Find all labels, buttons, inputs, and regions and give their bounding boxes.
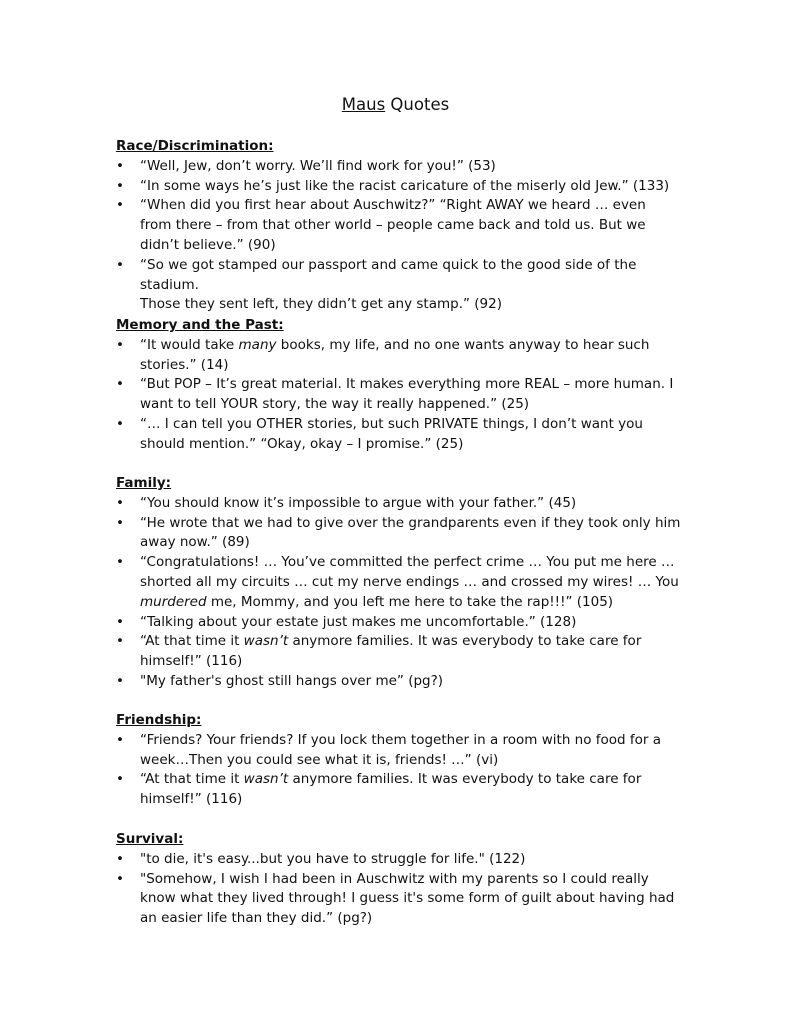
section-race-discrimination bbox=[116, 137, 696, 315]
quote-list bbox=[116, 336, 696, 455]
quote-text: didn’t believe.” (90) bbox=[140, 236, 276, 253]
quote-text: Those they sent left, they didn’t get any stamp.” (92) bbox=[140, 296, 502, 313]
quote-text: know what they lived through! I guess it's some form of guilt about having had bbox=[140, 890, 675, 907]
quote-emphasis: wasn’t bbox=[243, 633, 289, 650]
quote-item bbox=[116, 196, 696, 255]
quote-item bbox=[116, 494, 696, 514]
quote-item bbox=[116, 256, 696, 315]
title-rest: Quotes bbox=[385, 95, 450, 114]
section-friendship bbox=[116, 711, 696, 810]
quote-item bbox=[116, 770, 696, 810]
quote-text: “At that time it bbox=[140, 771, 244, 788]
quote-item bbox=[116, 375, 696, 415]
quote-text: “In some ways he’s just like the racist caricature of the miserly old Jew.” (133) bbox=[140, 177, 670, 194]
quote-text: me, Mommy, and you left me here to take the rap!!!” (105) bbox=[206, 593, 614, 610]
quote-text: “Talking about your estate just makes me uncomfortable.” (128) bbox=[140, 613, 577, 630]
section-survival bbox=[116, 830, 696, 929]
quote-item bbox=[116, 157, 696, 177]
section-heading: Survival: bbox=[116, 831, 184, 847]
quote-text: "Somehow, I wish I had been in Auschwitz with my parents so I could really bbox=[140, 870, 649, 887]
quote-text: shorted all my circuits … cut my nerve endings … and crossed my wires! … You bbox=[140, 573, 679, 590]
quote-text: “But POP – It’s great material. It makes everything more REAL – more human. I bbox=[140, 376, 674, 393]
quote-text: anymore families. It was everybody to take care for bbox=[288, 633, 642, 650]
quote-text: “Friends? Your friends? If you lock them together in a room with no food for a bbox=[140, 731, 662, 748]
quote-text: should mention.” “Okay, okay – I promise.” (25) bbox=[140, 435, 464, 452]
quote-item bbox=[116, 870, 696, 929]
quote-item bbox=[116, 514, 696, 554]
quote-list bbox=[116, 850, 696, 929]
section-heading: Memory and the Past: bbox=[116, 317, 284, 333]
quote-emphasis: murdered bbox=[140, 593, 207, 610]
quote-item bbox=[116, 415, 696, 455]
quote-text: himself!” (116) bbox=[140, 791, 243, 808]
quote-item bbox=[116, 613, 696, 633]
quote-list bbox=[116, 494, 696, 692]
section-memory-past bbox=[116, 316, 696, 455]
quote-text: anymore families. It was everybody to take care for bbox=[288, 771, 642, 788]
quote-item bbox=[116, 731, 696, 771]
quote-list bbox=[116, 157, 696, 315]
title-underlined: Maus bbox=[341, 95, 386, 114]
quote-text: "to die, it's easy...but you have to struggle for life." (122) bbox=[140, 850, 526, 867]
quote-text: an easier life than they did.” (pg?) bbox=[140, 910, 373, 927]
quote-item bbox=[116, 672, 696, 692]
quote-text: week…Then you could see what it is, friends! …” (vi) bbox=[140, 751, 499, 768]
section-heading: Family: bbox=[116, 475, 172, 491]
quote-item bbox=[116, 850, 696, 870]
quote-text: “You should know it’s impossible to argue with your father.” (45) bbox=[140, 494, 577, 511]
quote-text: from there – from that other world – people came back and told us. But we bbox=[140, 217, 646, 234]
section-heading: Race/Discrimination: bbox=[116, 138, 274, 154]
quote-text: “Well, Jew, don’t worry. We’ll find work for you!” (53) bbox=[140, 157, 496, 174]
quote-text: “So we got stamped our passport and came quick to the good side of the stadium. bbox=[140, 256, 637, 293]
quote-text: books, my life, and no one wants anyway to hear such bbox=[276, 336, 650, 353]
quote-item bbox=[116, 553, 696, 612]
document-title bbox=[0, 94, 791, 116]
quote-text: “Congratulations! … You’ve committed the perfect crime … You put me here … bbox=[140, 554, 675, 571]
quote-text: away now.” (89) bbox=[140, 534, 250, 551]
section-heading: Friendship: bbox=[116, 712, 202, 728]
quote-text: stories.” (14) bbox=[140, 356, 229, 373]
quote-text: want to tell YOUR story, the way it really happened.” (25) bbox=[140, 396, 530, 413]
quote-text: “When did you first hear about Auschwitz?” “Right AWAY we heard … even bbox=[140, 197, 646, 214]
quote-text: himself!” (116) bbox=[140, 653, 243, 670]
quote-emphasis: wasn’t bbox=[243, 771, 289, 788]
quote-text: "My father's ghost still hangs over me” (pg?) bbox=[140, 672, 444, 689]
quote-item bbox=[116, 632, 696, 672]
quote-list bbox=[116, 731, 696, 810]
section-family bbox=[116, 474, 696, 692]
quote-text: “He wrote that we had to give over the grandparents even if they took only him bbox=[140, 514, 681, 531]
quote-text: “At that time it bbox=[140, 633, 244, 650]
quote-text: “It would take bbox=[140, 336, 239, 353]
quote-item bbox=[116, 336, 696, 376]
quote-item bbox=[116, 177, 696, 197]
quote-text: “… I can tell you OTHER stories, but such PRIVATE things, I don’t want you bbox=[140, 415, 643, 432]
quote-emphasis: many bbox=[238, 336, 277, 353]
